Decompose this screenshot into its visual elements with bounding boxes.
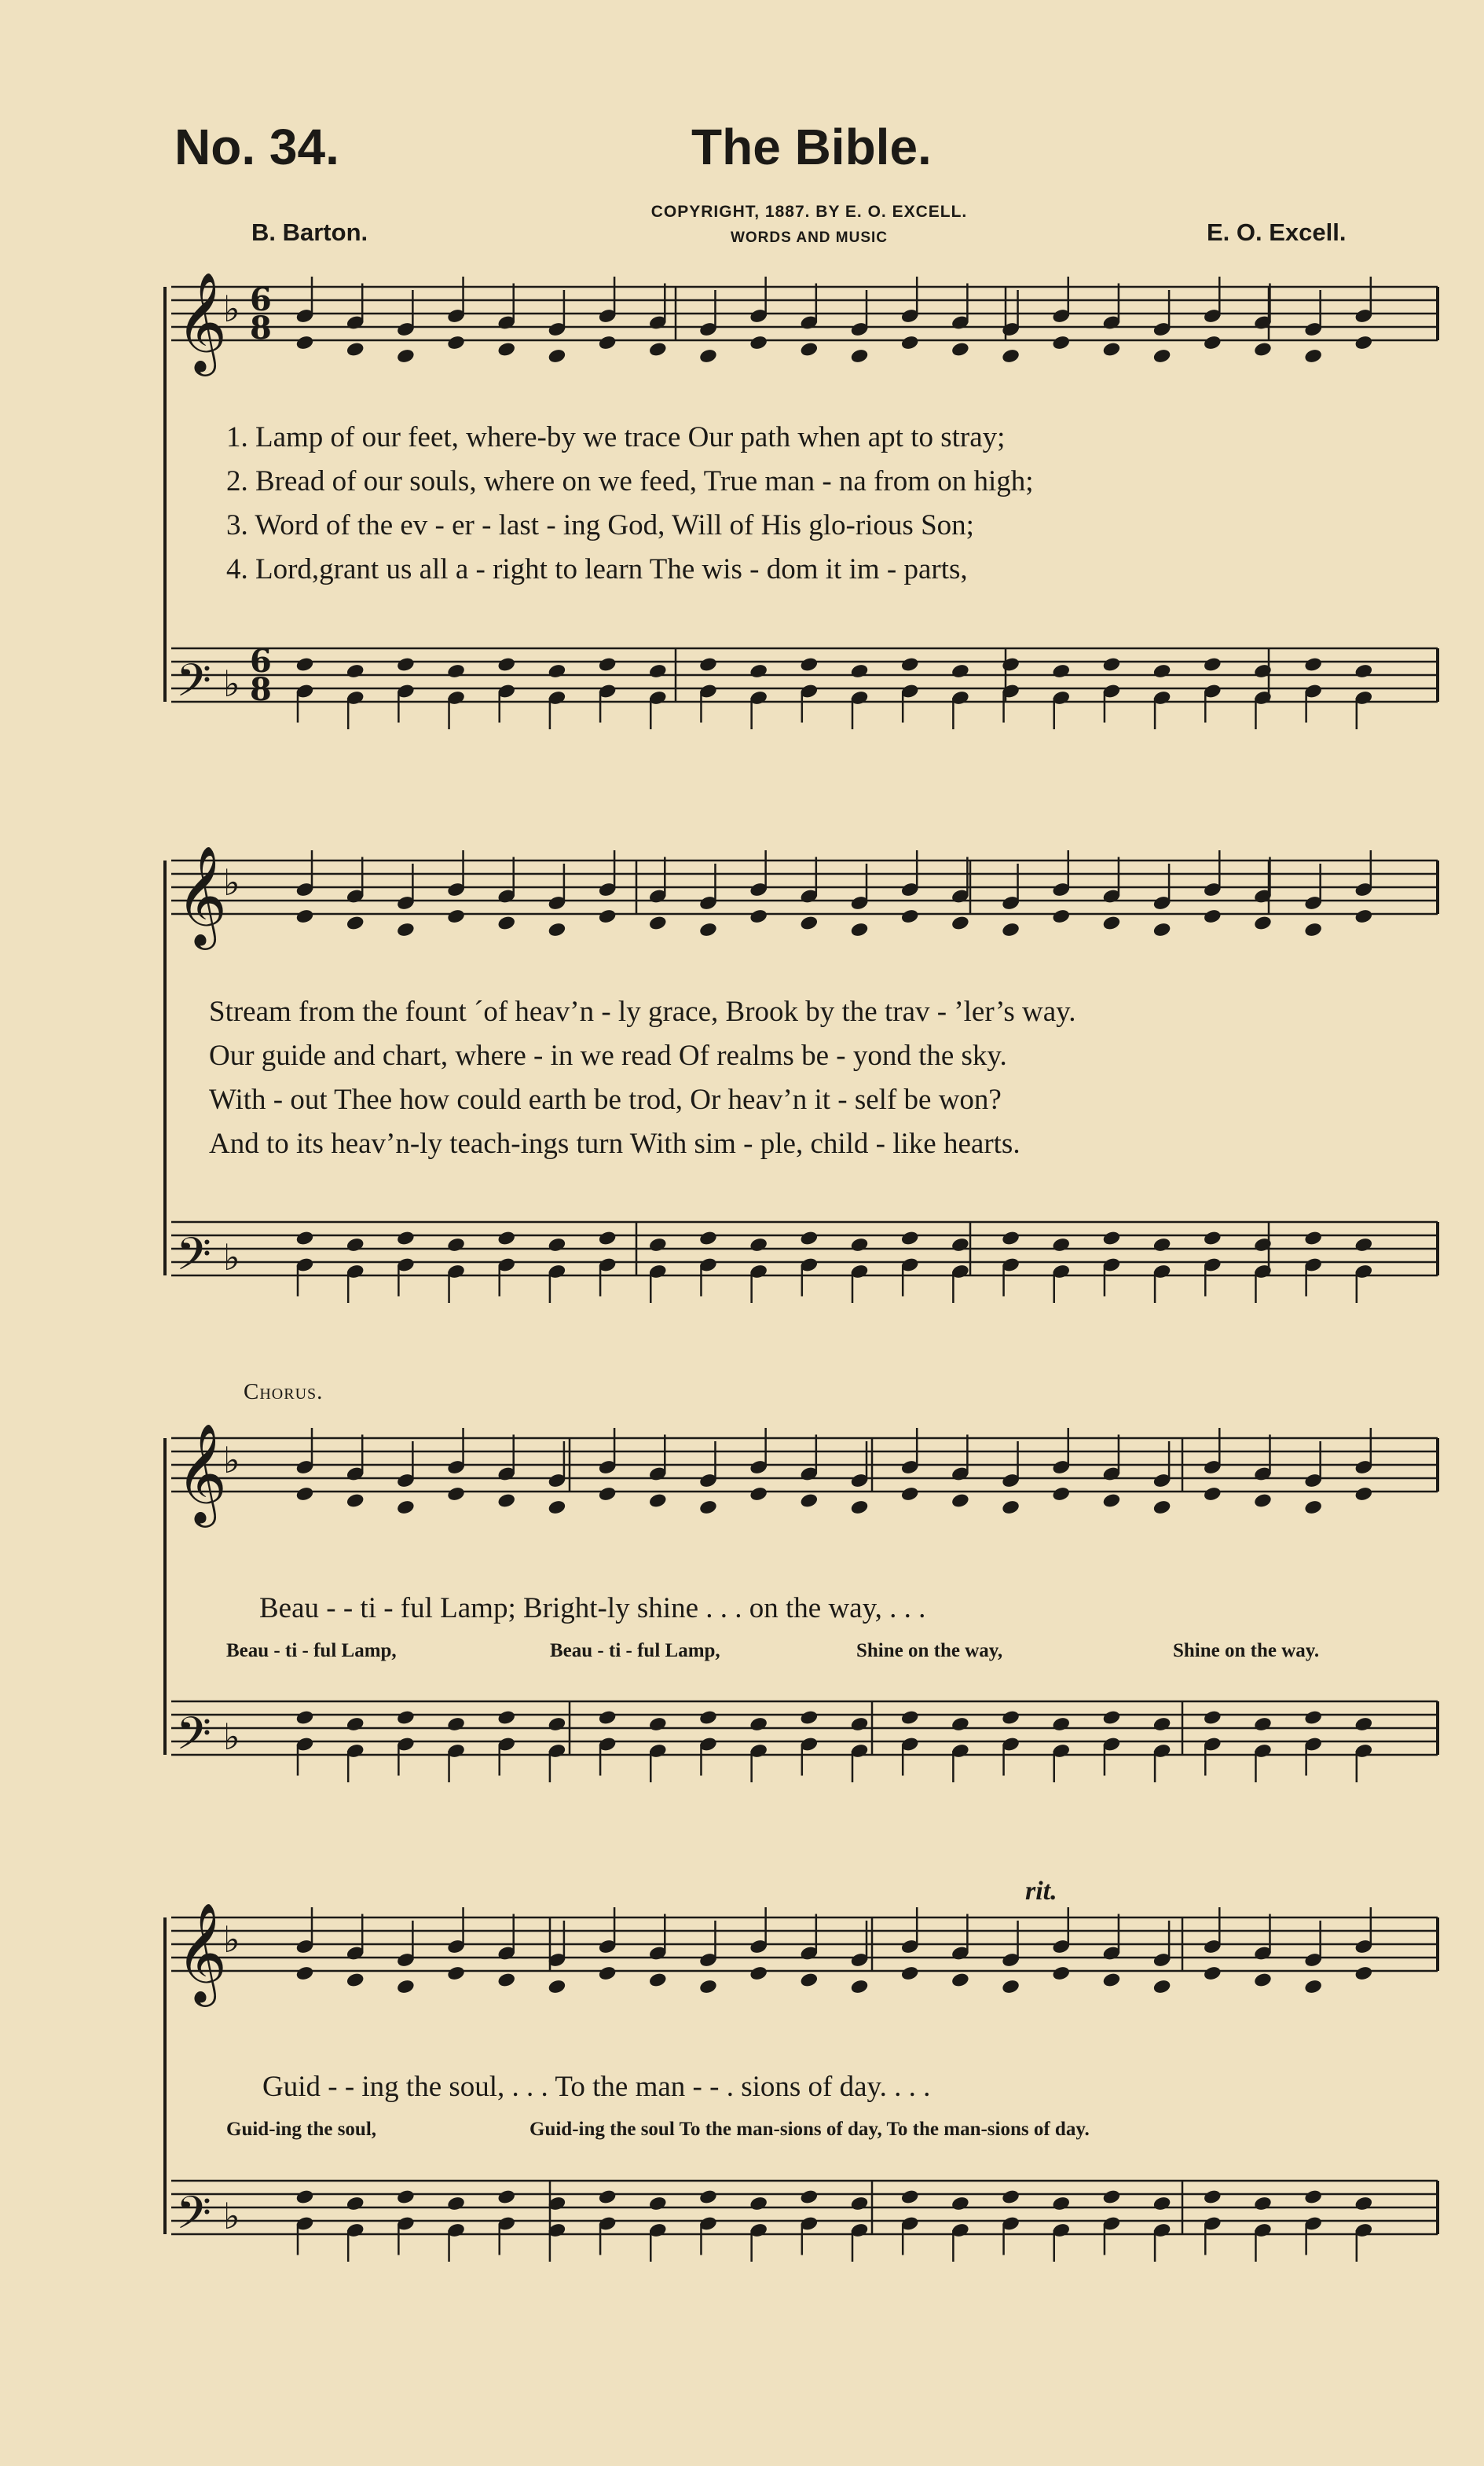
chorus-alto-2b: Guid-ing the soul To the man-sions of day, To the man-sions of day.	[529, 2119, 1090, 2140]
note-head	[548, 663, 566, 679]
note-head	[1354, 1486, 1373, 1502]
note-head	[295, 1965, 314, 1981]
bass-clef-icon: 𝄢	[176, 2186, 212, 2251]
chorus-alto-1b: Beau - ti - ful Lamp,	[550, 1640, 720, 1661]
note-head	[1354, 1716, 1373, 1732]
note-head	[699, 1231, 718, 1246]
note-head	[598, 1965, 617, 1981]
note-head	[397, 348, 416, 364]
note-head	[346, 1237, 365, 1253]
chorus-label: Chorus.	[244, 1379, 324, 1404]
note-head	[1354, 1965, 1373, 1981]
note-head	[800, 916, 819, 931]
note-head	[548, 1716, 566, 1732]
treble-clef-icon: 𝄞	[176, 845, 228, 945]
note-head	[850, 348, 869, 364]
note-head	[1203, 335, 1222, 350]
note-head	[1152, 1716, 1171, 1732]
note-head	[397, 1710, 416, 1726]
note-head	[1002, 2189, 1020, 2205]
note-head	[1304, 922, 1323, 938]
note-head	[1152, 1237, 1171, 1253]
note-head	[1152, 922, 1171, 938]
chorus-alto-1d: Shine on the way.	[1173, 1640, 1320, 1661]
note-head	[1354, 1237, 1373, 1253]
note-head	[497, 1493, 516, 1509]
note-head	[598, 908, 617, 924]
time-signature: 6	[250, 643, 272, 680]
note-head	[699, 922, 718, 938]
note-head	[497, 916, 516, 931]
treble-clef-icon: 𝄞	[176, 271, 228, 372]
note-head	[800, 1493, 819, 1509]
note-head	[648, 342, 667, 358]
note-head	[295, 657, 314, 673]
chorus-alto-2a: Guid-ing the soul,	[226, 2119, 377, 2140]
note-head	[1152, 1979, 1171, 1994]
note-head	[1152, 2196, 1171, 2211]
note-head	[1203, 657, 1222, 673]
verse-4-line-a: 4. Lord,grant us all a - right to learn The wis - dom it im - parts,	[226, 553, 968, 585]
note-head	[1102, 657, 1121, 673]
note-head	[749, 663, 768, 679]
copyright-notice: COPYRIGHT, 1887. BY E. O. EXCELL.	[650, 203, 968, 221]
note-head	[648, 663, 667, 679]
note-head	[1304, 2189, 1323, 2205]
note-head	[800, 657, 819, 673]
note-head	[749, 1486, 768, 1502]
note-head	[1052, 335, 1071, 350]
note-head	[900, 335, 919, 350]
note-head	[699, 2189, 718, 2205]
note-head	[346, 2196, 365, 2211]
flat-icon: ♭	[223, 2195, 240, 2237]
time-signature: 8	[250, 310, 272, 347]
author: B. Barton.	[251, 218, 368, 246]
note-head	[1254, 1716, 1273, 1732]
note-head	[346, 342, 365, 358]
note-head	[1254, 342, 1273, 358]
note-head	[497, 657, 516, 673]
note-head	[598, 1231, 617, 1246]
note-head	[749, 1965, 768, 1981]
bass-clef-icon: 𝄢	[176, 654, 212, 718]
tempo-marking: rit.	[1025, 1877, 1057, 1906]
note-head	[1354, 663, 1373, 679]
note-head	[1203, 1231, 1222, 1246]
note-head	[447, 908, 466, 924]
flat-icon: ♭	[223, 1439, 240, 1481]
note-head	[397, 2189, 416, 2205]
verse-4-line-b: And to its heav’n-ly teach-ings turn With sim - ple, child - like hearts.	[209, 1128, 1020, 1160]
note-head	[1052, 1716, 1071, 1732]
note-head	[1152, 348, 1171, 364]
note-head	[397, 1979, 416, 1994]
note-head	[900, 2189, 919, 2205]
note-head	[1102, 1231, 1121, 1246]
note-head	[598, 1710, 617, 1726]
note-head	[1203, 908, 1222, 924]
note-head	[1002, 1499, 1020, 1515]
note-head	[648, 2196, 667, 2211]
note-head	[598, 1486, 617, 1502]
note-head	[900, 1486, 919, 1502]
note-head	[598, 2189, 617, 2205]
note-head	[900, 1710, 919, 1726]
note-head	[900, 1965, 919, 1981]
note-head	[850, 1979, 869, 1994]
note-head	[548, 348, 566, 364]
note-head	[1002, 922, 1020, 938]
note-head	[447, 663, 466, 679]
note-head	[497, 342, 516, 358]
note-head	[295, 335, 314, 350]
note-head	[699, 1979, 718, 1994]
note-head	[1152, 663, 1171, 679]
note-head	[548, 1979, 566, 1994]
time-signature: 8	[250, 671, 272, 708]
note-head	[346, 916, 365, 931]
bass-clef-icon: 𝄢	[176, 1227, 212, 1292]
note-head	[1304, 1710, 1323, 1726]
note-head	[749, 2196, 768, 2211]
note-head	[951, 1493, 970, 1509]
note-head	[346, 663, 365, 679]
note-head	[800, 1972, 819, 1988]
note-head	[497, 1972, 516, 1988]
note-head	[1254, 1972, 1273, 1988]
note-head	[1002, 657, 1020, 673]
copyright-subtitle: WORDS AND MUSIC	[730, 229, 889, 246]
note-head	[295, 1486, 314, 1502]
note-head	[447, 335, 466, 350]
note-head	[1304, 1499, 1323, 1515]
note-head	[295, 2189, 314, 2205]
note-head	[1102, 1972, 1121, 1988]
note-head	[1203, 2189, 1222, 2205]
note-head	[1052, 1237, 1071, 1253]
note-head	[1052, 1965, 1071, 1981]
note-head	[1102, 1493, 1121, 1509]
note-head	[1354, 335, 1373, 350]
note-head	[1002, 1979, 1020, 1994]
note-head	[346, 1716, 365, 1732]
note-head	[648, 1493, 667, 1509]
note-head	[900, 908, 919, 924]
note-head	[397, 657, 416, 673]
note-head	[1254, 1493, 1273, 1509]
note-head	[1304, 348, 1323, 364]
note-head	[1203, 1965, 1222, 1981]
note-head	[548, 1499, 566, 1515]
note-head	[850, 1716, 869, 1732]
note-head	[749, 1716, 768, 1732]
note-head	[850, 1237, 869, 1253]
note-head	[548, 1237, 566, 1253]
note-head	[749, 335, 768, 350]
hymn-title: The Bible.	[691, 119, 932, 175]
verse-2-line-b: Our guide and chart, where - in we read Of realms be - yond the sky.	[209, 1040, 1007, 1072]
note-head	[1203, 1486, 1222, 1502]
note-head	[951, 663, 970, 679]
note-head	[699, 1499, 718, 1515]
note-head	[1052, 663, 1071, 679]
note-head	[800, 1710, 819, 1726]
note-head	[598, 657, 617, 673]
note-head	[951, 1716, 970, 1732]
note-head	[1002, 1231, 1020, 1246]
note-head	[1052, 2196, 1071, 2211]
bass-clef-icon: 𝄢	[176, 1707, 212, 1771]
note-head	[648, 916, 667, 931]
composer: E. O. Excell.	[1207, 218, 1347, 246]
note-head	[850, 1499, 869, 1515]
verse-1-line-b: Stream from the fount ´of heav’n - ly grace, Brook by the trav - ’ler’s way.	[209, 996, 1076, 1028]
note-head	[648, 1972, 667, 1988]
note-head	[1304, 1231, 1323, 1246]
note-head	[800, 1231, 819, 1246]
note-head	[1354, 2196, 1373, 2211]
note-head	[497, 1710, 516, 1726]
verse-1-line-a: 1. Lamp of our feet, where-by we trace Our path when apt to stray;	[226, 421, 1006, 453]
note-head	[548, 922, 566, 938]
note-head	[800, 2189, 819, 2205]
flat-icon: ♭	[223, 662, 240, 705]
note-head	[1102, 1710, 1121, 1726]
chorus-alto-1c: Shine on the way,	[856, 1640, 1003, 1661]
treble-clef-icon: 𝄞	[176, 1902, 228, 2002]
note-head	[648, 1237, 667, 1253]
note-head	[951, 1972, 970, 1988]
chorus-alto-1a: Beau - ti - ful Lamp,	[226, 1640, 397, 1661]
note-head	[1052, 908, 1071, 924]
note-head	[699, 348, 718, 364]
time-signature: 6	[250, 281, 272, 318]
note-head	[1102, 2189, 1121, 2205]
note-head	[1052, 1486, 1071, 1502]
note-head	[1102, 916, 1121, 931]
note-head	[397, 1231, 416, 1246]
note-head	[699, 1710, 718, 1726]
note-head	[598, 335, 617, 350]
note-head	[1102, 342, 1121, 358]
note-head	[1304, 1979, 1323, 1994]
note-head	[850, 922, 869, 938]
note-head	[699, 657, 718, 673]
chorus-lyric-1: Beau - - ti - ful Lamp; Bright-ly shine . . . on the way, . . .	[259, 1592, 926, 1624]
note-head	[397, 1499, 416, 1515]
note-head	[1254, 916, 1273, 931]
note-head	[900, 1231, 919, 1246]
note-head	[447, 1486, 466, 1502]
flat-icon: ♭	[223, 861, 240, 904]
note-head	[447, 1237, 466, 1253]
note-head	[295, 1231, 314, 1246]
note-head	[497, 1231, 516, 1246]
note-head	[295, 908, 314, 924]
note-head	[900, 657, 919, 673]
note-head	[951, 1237, 970, 1253]
note-head	[447, 1716, 466, 1732]
note-head	[1152, 1499, 1171, 1515]
note-head	[447, 2196, 466, 2211]
note-head	[397, 922, 416, 938]
note-head	[1254, 2196, 1273, 2211]
flat-icon: ♭	[223, 1918, 240, 1961]
note-head	[1304, 657, 1323, 673]
flat-icon: ♭	[223, 288, 240, 330]
verse-3-line-a: 3. Word of the ev - er - last - ing God, Will of His glo-rious Son;	[226, 509, 974, 541]
note-head	[850, 2196, 869, 2211]
note-head	[346, 1972, 365, 1988]
note-head	[295, 1710, 314, 1726]
flat-icon: ♭	[223, 1236, 240, 1279]
flat-icon: ♭	[223, 1716, 240, 1758]
hymn-number: No. 34.	[174, 119, 339, 175]
note-head	[951, 916, 970, 931]
note-head	[447, 1965, 466, 1981]
note-head	[850, 663, 869, 679]
verse-2-line-a: 2. Bread of our souls, where on we feed, True man - na from on high;	[226, 465, 1034, 497]
note-head	[800, 342, 819, 358]
note-head	[951, 2196, 970, 2211]
note-head	[1203, 1710, 1222, 1726]
verse-3-line-b: With - out Thee how could earth be trod, Or heav’n it - self be won?	[209, 1084, 1002, 1116]
note-head	[1002, 348, 1020, 364]
treble-clef-icon: 𝄞	[176, 1422, 228, 1523]
note-head	[951, 342, 970, 358]
note-head	[648, 1716, 667, 1732]
note-head	[1002, 1710, 1020, 1726]
note-head	[497, 2189, 516, 2205]
note-head	[1354, 908, 1373, 924]
chorus-lyric-2: Guid - - ing the soul, . . . To the man - - . sions of day. . . .	[262, 2071, 931, 2103]
note-head	[749, 1237, 768, 1253]
note-head	[346, 1493, 365, 1509]
note-head	[749, 908, 768, 924]
